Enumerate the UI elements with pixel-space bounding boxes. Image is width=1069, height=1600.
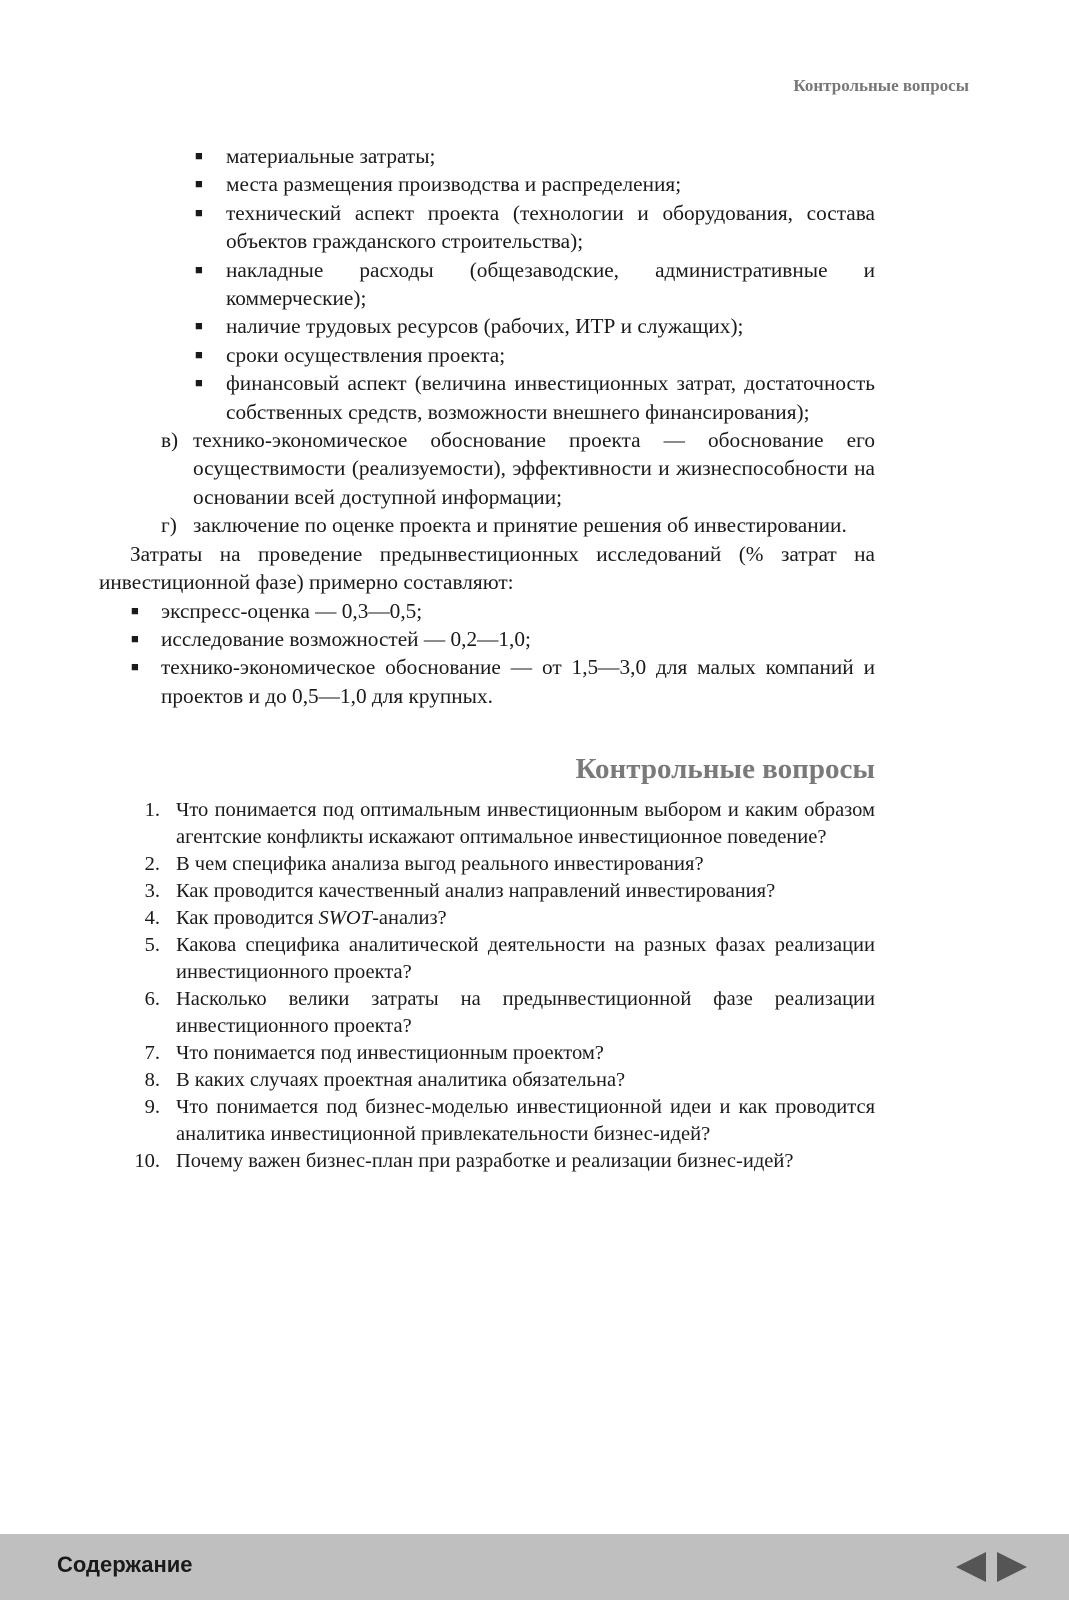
item-text: технико-экономическое обоснование проекта — обоснование его осуществимости (реализуемости), эффективности и жизнеспособности на основании всей доступной информации; — [193, 428, 875, 509]
question-text-after: -анализ? — [372, 907, 447, 930]
list-item-text: накладные расходы (общезаводские, административные и коммерческие); — [226, 257, 875, 311]
list-item — [195, 312, 875, 340]
question-item — [144, 1040, 875, 1067]
square-bullet-icon: ■ — [131, 630, 139, 646]
question-number: 1. — [144, 799, 160, 822]
question-number: 9. — [144, 1096, 160, 1119]
list-item-text: технико-экономическое обоснование — от 1,5—3,0 для малых компаний и проектов и до 0,5—1,0 для крупных. — [161, 655, 875, 708]
bullet-list-a — [195, 142, 875, 426]
question-text: Что понимается под инвестиционным проектом? — [176, 1042, 604, 1065]
question-text: Почему важен бизнес-план при разработке и реализации бизнес-идей? — [176, 1150, 794, 1173]
question-text-italic: SWOT — [318, 907, 373, 930]
list-item — [195, 199, 875, 256]
square-bullet-icon: ■ — [131, 602, 139, 618]
question-item — [144, 1094, 875, 1148]
list-item-text: исследование возможностей — 0,2—1,0; — [161, 626, 531, 651]
question-item — [144, 851, 875, 878]
question-item — [134, 1148, 875, 1175]
list-item-text: материальные затраты; — [226, 144, 436, 168]
square-bullet-icon: ■ — [195, 318, 203, 334]
page-body — [0, 142, 1069, 1175]
list-item — [195, 341, 875, 369]
list-item — [195, 369, 875, 426]
square-bullet-icon: ■ — [195, 148, 203, 163]
section-title: Контрольные вопросы — [575, 753, 875, 786]
square-bullet-icon: ■ — [195, 346, 203, 362]
question-number: 10. — [134, 1150, 160, 1173]
question-item — [144, 932, 875, 986]
question-number: 5. — [144, 934, 160, 957]
question-text: В чем специфика анализа выгод реального инвестирования? — [176, 853, 704, 876]
square-bullet-icon: ■ — [131, 659, 139, 675]
question-text: Что понимается под оптимальным инвестиционным выбором и каким образом агентские конфликты искажают оптимальное инвестиционное поведение? — [176, 799, 875, 849]
list-item — [131, 625, 875, 653]
square-bullet-icon: ■ — [195, 176, 203, 192]
question-number: 7. — [144, 1042, 160, 1065]
question-number: 3. — [144, 880, 160, 903]
question-text-before: Как проводится — [176, 907, 319, 930]
question-number: 4. — [144, 907, 160, 930]
bullet-list-b — [131, 597, 875, 711]
question-text: Что понимается под бизнес-моделью инвестиционной идеи и как проводится аналитика инвестиционной привлекательности бизнес-идей? — [176, 1096, 875, 1146]
question-item — [144, 986, 875, 1040]
running-header: Контрольные вопросы — [793, 76, 969, 95]
list-item-text: финансовый аспект (величина инвестиционных затрат, достаточность собственных средств, возможности внешнего финансирования); — [226, 371, 875, 424]
list-item — [195, 256, 875, 313]
list-item-text: места размещения производства и распределения; — [226, 172, 682, 197]
table-of-contents-link[interactable]: Содержание — [57, 1552, 193, 1577]
question-number: 6. — [144, 988, 160, 1011]
item-marker: в) — [161, 428, 179, 453]
question-text: Как проводится качественный анализ направлений инвестирования? — [176, 880, 776, 903]
triangle-left-icon[interactable] — [954, 1551, 988, 1583]
triangle-right-icon[interactable] — [995, 1551, 1029, 1583]
square-bullet-icon: ■ — [195, 261, 203, 277]
square-bullet-icon: ■ — [195, 375, 203, 391]
list-item-text: наличие трудовых ресурсов (рабочих, ИТР и служащих); — [226, 314, 744, 339]
list-item — [195, 142, 875, 170]
question-item — [144, 905, 875, 932]
question-text: В каких случаях проектная аналитика обязательна? — [176, 1069, 626, 1092]
question-item — [144, 797, 875, 851]
item-text: заключение по оценке проекта и принятие решения об инвестировании. — [193, 513, 847, 538]
square-bullet-icon: ■ — [195, 204, 203, 220]
question-text: Насколько велики затраты на предынвестиционной фазе реализации инвестиционного проекта? — [176, 988, 875, 1038]
question-number: 2. — [144, 853, 160, 876]
list-item — [131, 653, 875, 710]
question-text: Какова специфика аналитической деятельности на разных фазах реализации инвестиционного проекта? — [176, 934, 875, 984]
question-number: 8. — [144, 1069, 160, 1092]
list-item-text: технический аспект проекта (технологии и оборудования, состава объектов гражданского строительства); — [226, 200, 875, 254]
question-item — [144, 878, 875, 905]
lettered-item — [161, 511, 875, 539]
list-item-text: сроки осуществления проекта; — [226, 342, 506, 367]
list-item-text: экспресс-оценка — 0,3—0,5; — [161, 598, 423, 623]
questions-list — [0, 797, 1069, 1175]
item-marker: г) — [161, 513, 177, 538]
question-item — [144, 1067, 875, 1094]
lettered-item — [161, 426, 875, 511]
footer-nav-bar — [0, 1534, 1069, 1600]
list-item — [131, 597, 875, 625]
list-item — [195, 170, 875, 198]
body-paragraph: Затраты на проведение предынвестиционных исследований (% затрат на инвестиционной фазе) примерно составляют: — [99, 541, 875, 595]
